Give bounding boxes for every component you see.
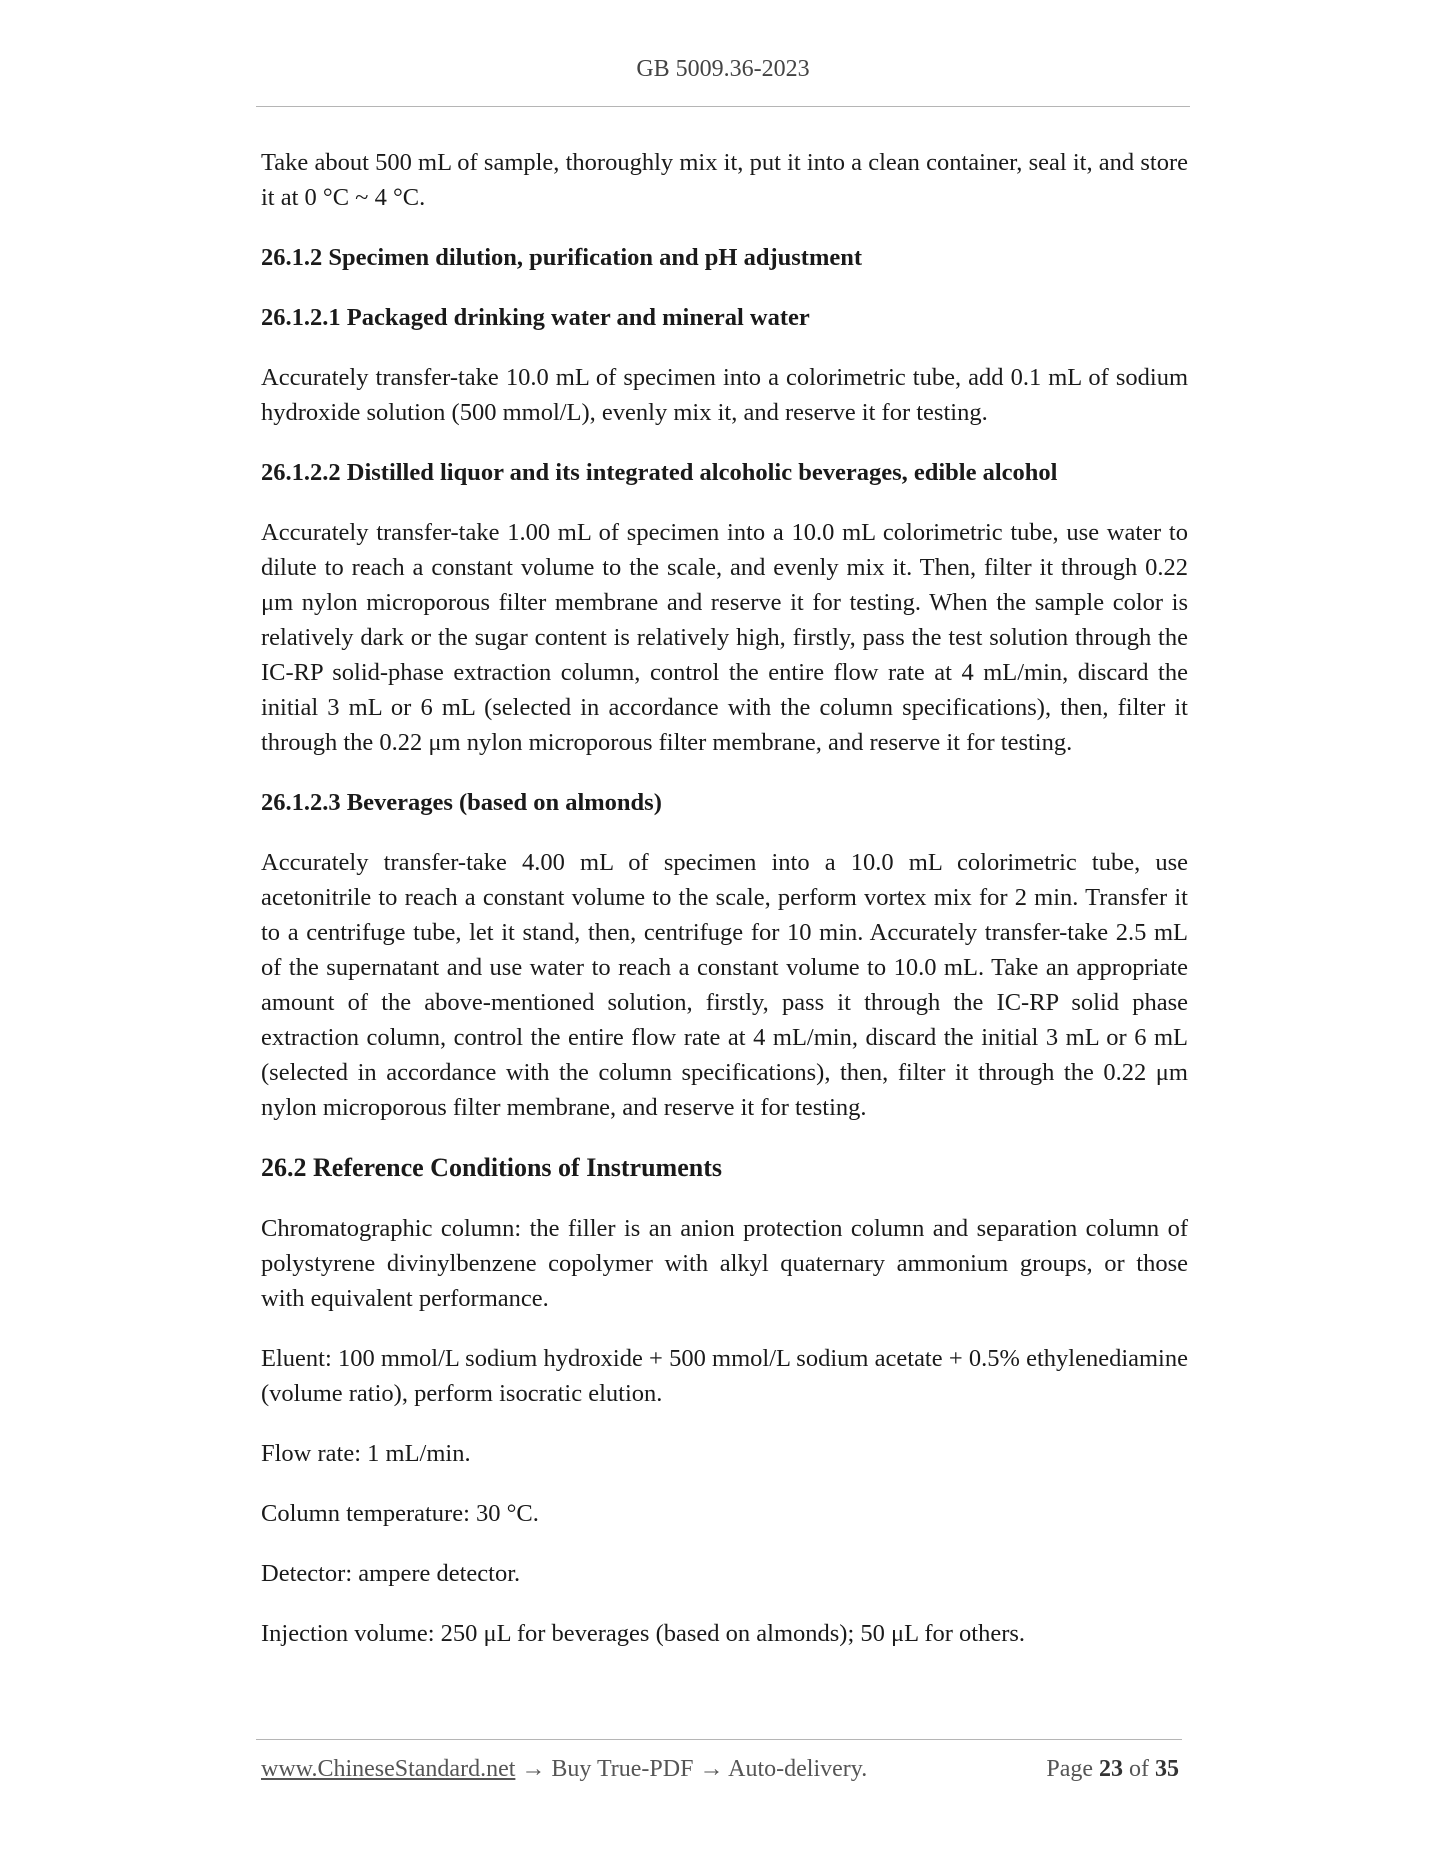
heading-26-2: 26.2 Reference Conditions of Instruments bbox=[261, 1153, 722, 1182]
document-body bbox=[261, 145, 1188, 1676]
header-divider bbox=[256, 106, 1190, 107]
current-page-number: 23 bbox=[1099, 1756, 1123, 1782]
paragraph-drinking-water: Accurately transfer-take 10.0 mL of specimen into a colorimetric tube, add 0.1 mL of sodium hydroxide solution (500 mmol/L), evenly mix it, and reserve it for testing. bbox=[261, 364, 1188, 426]
heading-26-1-2-2: 26.1.2.2 Distilled liquor and its integrated alcoholic beverages, edible alcohol bbox=[261, 459, 1058, 486]
page-header-title: GB 5009.36-2023 bbox=[636, 56, 810, 82]
footer-delivery-text: Auto-delivery. bbox=[728, 1756, 868, 1782]
footer-divider bbox=[256, 1739, 1182, 1740]
of-label: of bbox=[1129, 1756, 1149, 1782]
footer-buy-text: Buy True-PDF bbox=[551, 1756, 694, 1782]
footer-promo bbox=[261, 1756, 867, 1783]
arrow-right-icon: → bbox=[521, 1756, 546, 1782]
page-label: Page bbox=[1046, 1756, 1093, 1782]
arrow-right-icon: → bbox=[699, 1756, 724, 1782]
total-pages-number: 35 bbox=[1155, 1756, 1179, 1782]
paragraph-chromatographic-column: Chromatographic column: the filler is an anion protection column and separation column of polystyrene divinylbenzene copolymer with alkyl quaternary ammonium groups, or those with equivalent performance. bbox=[261, 1215, 1188, 1312]
paragraph-almond-beverages: Accurately transfer-take 4.00 mL of specimen into a 10.0 mL colorimetric tube, use acetonitrile to reach a constant volume to the scale, perform vortex mix for 2 min. Transfer it to a centrifuge tube, let it stand, then, centrifuge for 10 min. Accurately transfer-take 2.5 mL of the supernatant and use water to reach a constant volume to 10.0 mL. Take an appropriate amount of the above-mentioned solution, firstly, pass it through the IC-RP solid phase extraction column, control the entire flow rate at 4 mL/min, discard the initial 3 mL or 6 mL (selected in accordance with the column specifications), then, filter it through the 0.22 μm nylon microporous filter membrane, and reserve it for testing. bbox=[261, 849, 1188, 1121]
paragraph-detector: Detector: ampere detector. bbox=[261, 1560, 521, 1587]
paragraph-eluent: Eluent: 100 mmol/L sodium hydroxide + 500 mmol/L sodium acetate + 0.5% ethylenediamine (volume ratio), perform isocratic elution. bbox=[261, 1345, 1188, 1407]
heading-26-1-2: 26.1.2 Specimen dilution, purification and pH adjustment bbox=[261, 244, 863, 271]
heading-26-1-2-3: 26.1.2.3 Beverages (based on almonds) bbox=[261, 789, 662, 816]
paragraph-distilled-liquor: Accurately transfer-take 1.00 mL of specimen into a 10.0 mL colorimetric tube, use water to dilute to reach a constant volume to the scale, and evenly mix it. Then, filter it through 0.22 μm nylon microporous filter membrane and reserve it for testing. When the sample color is relatively dark or the sugar content is relatively high, firstly, pass the test solution through the IC-RP solid-phase extraction column, control the entire flow rate at 4 mL/min, discard the initial 3 mL or 6 mL (selected in accordance with the column specifications), then, filter it through the 0.22 μm nylon microporous filter membrane, and reserve it for testing. bbox=[261, 519, 1188, 756]
paragraph-flow-rate: Flow rate: 1 mL/min. bbox=[261, 1440, 471, 1467]
website-link[interactable]: www.ChineseStandard.net bbox=[261, 1756, 516, 1782]
paragraph-column-temperature: Column temperature: 30 °C. bbox=[261, 1500, 539, 1527]
heading-26-1-2-1: 26.1.2.1 Packaged drinking water and mineral water bbox=[261, 304, 810, 331]
page-counter bbox=[1046, 1756, 1179, 1783]
page-footer bbox=[261, 1756, 1182, 1790]
paragraph-injection-volume: Injection volume: 250 μL for beverages (based on almonds); 50 μL for others. bbox=[261, 1620, 1026, 1647]
paragraph-sample-storage: Take about 500 mL of sample, thoroughly mix it, put it into a clean container, seal it, and store it at 0 °C ~ 4 °C. bbox=[261, 149, 1188, 211]
